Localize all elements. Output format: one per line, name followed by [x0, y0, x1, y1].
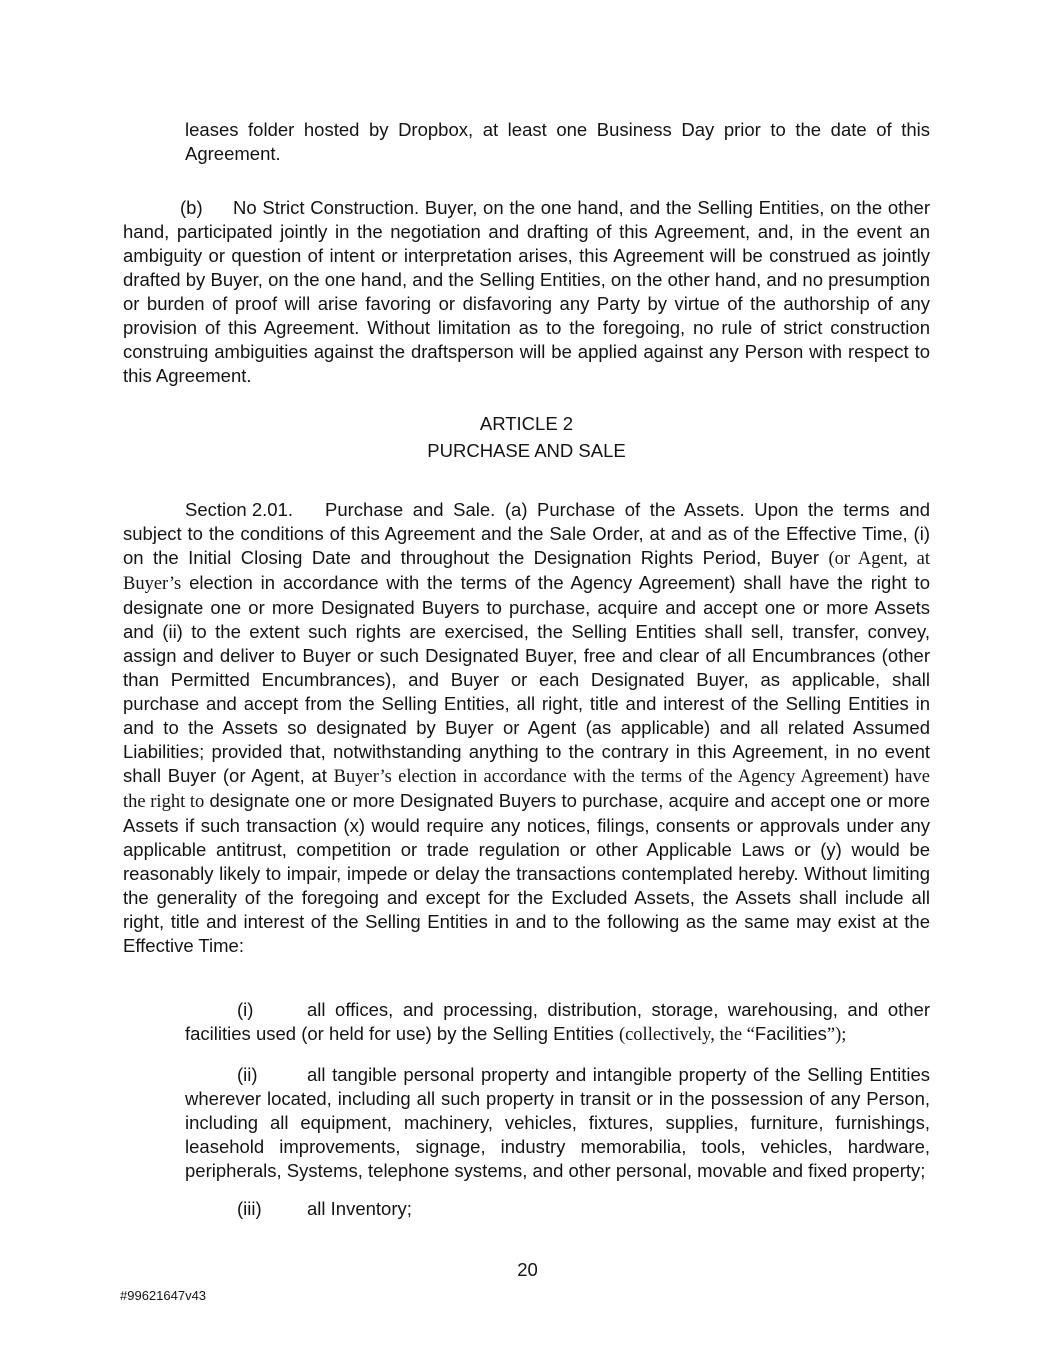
section-label: Section 2.01.: [185, 499, 293, 520]
section-2-01-paragraph: [123, 498, 930, 958]
list-item-i-text: all offices, and processing, distribution, storage, warehousing, and other facilities used (or held for use) by the Selling Entities (collectively, the “Facilities”);: [185, 999, 930, 1045]
list-item-i: [185, 998, 930, 1047]
article-heading: [123, 410, 930, 464]
list-item-i-label: (i): [237, 999, 254, 1020]
paragraph-b: [123, 196, 930, 388]
paragraph-b-text: No Strict Construction. Buyer, on the one hand, and the Selling Entities, on the other hand, participated jointly in the negotiation and drafting of this Agreement, and, in the event an ambiguity or question of intent or interpretation arises, this Agreement will be construed as jointly drafted by Buyer, on the one hand, and the Selling Entities, on the other hand, and no presumption or burden of proof will arise favoring or disfavoring any Party by virtue of the authorship of any provision of this Agreement. Without limitation as to the foregoing, no rule of strict construction construing ambiguities against the draftsperson will be applied against any Person with respect to this Agreement.: [123, 197, 930, 386]
list-item-iii-text: all Inventory;: [307, 1198, 412, 1219]
page-number: 20: [517, 1259, 538, 1280]
list-item-iii: [185, 1197, 930, 1221]
section-2-01-text: Purchase and Sale. (a) Purchase of the Assets. Upon the terms and subject to the conditions of this Agreement and the Sale Order, at and as of the Effective Time, (i) on the Initial Closing Date and throughout the Designation Rights Period, Buyer (or Agent, at Buyer’s election in accordance with the terms of the Agency Agreement) shall have the right to designate one or more Designated Buyers to purchase, acquire and accept one or more Assets and (ii) to the extent such rights are exercised, the Selling Entities shall sell, transfer, convey, assign and deliver to Buyer or such Designated Buyer, free and clear of all Encumbrances (other than Permitted Encumbrances), and Buyer or each Designated Buyer, as applicable, shall purchase and accept from the Selling Entities, all right, title and interest of the Selling Entities in and to the Assets so designated by Buyer or Agent (as applicable) and all related Assumed Liabilities; provided that, notwithstanding anything to the contrary in this Agreement, in no event shall Buyer (or Agent, at Buyer’s election in accordance with the terms of the Agency Agreement) have the right to designate one or more Designated Buyers to purchase, acquire and accept one or more Assets if such transaction (x) would require any notices, filings, consents or approvals under any applicable antitrust, competition or trade regulation or other Applicable Laws or (y) would be reasonably likely to impair, impede or delay the transactions contemplated hereby. Without limiting the generality of the foregoing and except for the Excluded Assets, the Assets shall include all right, title and interest of the Selling Entities in and to the following as the same may exist at the Effective Time:: [123, 499, 930, 956]
list-item-ii: [185, 1063, 930, 1183]
article-subtitle: PURCHASE AND SALE: [427, 440, 626, 461]
clause-label-b: (b): [180, 197, 203, 218]
article-title: ARTICLE 2: [479, 413, 574, 434]
document-id-footer: #99621647v43: [120, 1288, 207, 1303]
list-item-ii-text: all tangible personal property and intangible property of the Selling Entities wherever located, including all such property in transit or in the possession of any Person, including all equipment, machinery, vehicles, fixtures, supplies, furniture, furnishings, leasehold improvements, signage, industry memorabilia, tools, vehicles, hardware, peripherals, Systems, telephone systems, and other personal, movable and fixed property;: [185, 1064, 930, 1181]
list-item-iii-label: (iii): [237, 1198, 262, 1219]
paragraph-fragment: leases folder hosted by Dropbox, at least one Business Day prior to the date of this Agreement.: [185, 119, 930, 164]
list-item-ii-label: (ii): [237, 1064, 258, 1085]
